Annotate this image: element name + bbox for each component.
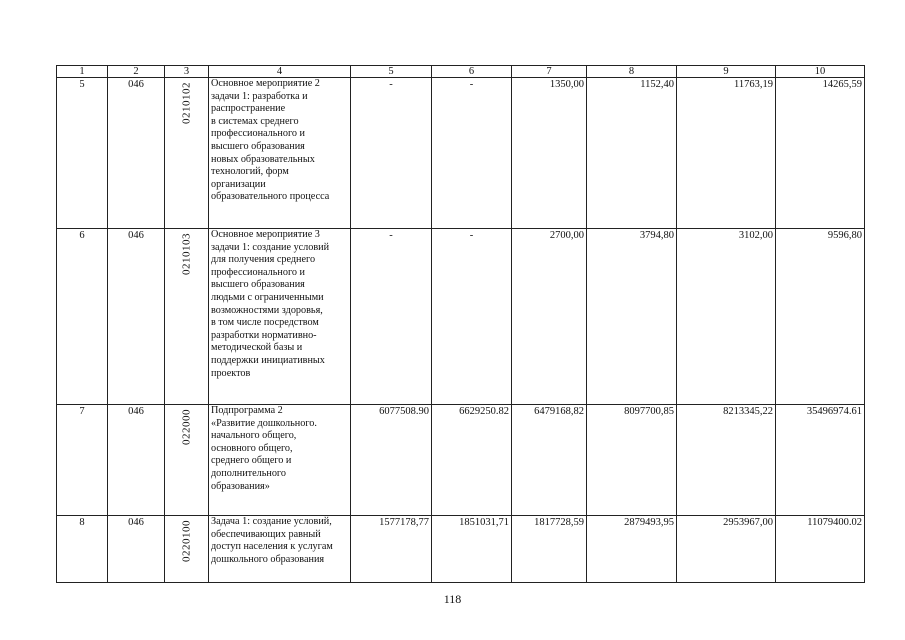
value-cell: 9596,80 [776,229,865,405]
row-number: 6 [57,229,108,405]
column-header: 10 [776,66,865,78]
name-line: в системах среднего [211,115,299,127]
name-line: технологий, форм [211,166,289,178]
value-cell: 1851031,71 [432,516,512,583]
value-cell: 2879493,95 [587,516,677,583]
name-line: образовательного процесса [211,191,330,203]
name-line: Подпрограмма 2 [211,405,283,416]
table-row [57,78,865,229]
name-line: среднего общего и [211,455,292,467]
value-cell: 6077508.90 [351,405,432,516]
name-line: образования» [211,480,270,492]
admin-code: 046 [108,405,165,516]
name-line: Задача 1: создание условий, [211,516,332,527]
admin-code: 046 [108,78,165,229]
name-line: новых образовательных [211,153,315,165]
program-code: 022000 [180,409,192,445]
page-number: 118 [443,592,462,606]
name-line: доступ населения к услугам [211,541,333,553]
program-code-cell [165,516,209,583]
admin-code: 046 [108,516,165,583]
value-cell: 1152,40 [587,78,677,229]
value-cell: 3102,00 [677,229,776,405]
value-cell: 6479168,82 [512,405,587,516]
value-cell: - [432,229,512,405]
item-name [209,516,351,583]
value-cell: 1817728,59 [512,516,587,583]
program-code: 0220100 [180,520,192,562]
row-number: 8 [57,516,108,583]
program-code: 0210103 [180,233,192,275]
column-header: 1 [57,66,108,78]
name-line: начального общего, [211,430,297,442]
table-row [57,516,865,583]
column-header: 4 [209,66,351,78]
name-line: профессионального и [211,128,305,140]
column-header: 3 [165,66,209,78]
value-cell: - [351,78,432,229]
name-line: проектов [211,367,251,379]
name-line: распространение [211,103,286,115]
name-line: Основное мероприятие 2 [211,78,320,89]
value-cell: 3794,80 [587,229,677,405]
name-line: высшего образования [211,140,305,152]
column-header: 5 [351,66,432,78]
name-line: возможностями здоровья, [211,304,323,316]
name-line: для получения среднего [211,254,316,266]
value-cell: 6629250.82 [432,405,512,516]
item-name [209,229,351,405]
name-line: Основное мероприятие 3 [211,229,320,240]
name-line: дошкольного образования [211,553,325,565]
value-cell: 2953967,00 [677,516,776,583]
table-row [57,405,865,516]
name-line: людьми с ограниченными [211,291,324,303]
column-header: 7 [512,66,587,78]
header-row [57,66,865,78]
value-cell: 2700,00 [512,229,587,405]
value-cell: 14265,59 [776,78,865,229]
value-cell: 11763,19 [677,78,776,229]
name-line: разработки нормативно- [211,329,317,341]
admin-code: 046 [108,229,165,405]
value-cell: 8213345,22 [677,405,776,516]
program-code: 0210102 [180,82,192,124]
value-cell: 8097700,85 [587,405,677,516]
name-line: задачи 1: разработка и [211,90,308,102]
column-header: 9 [677,66,776,78]
table-row [57,229,865,405]
value-cell: 1577178,77 [351,516,432,583]
name-line: «Развитие дошкольного. [211,417,317,429]
item-name [209,405,351,516]
name-line: в том числе посредством [211,317,319,329]
name-line: поддержки инициативных [211,354,325,366]
value-cell: 11079400.02 [776,516,865,583]
name-line: организации [211,178,266,190]
value-cell: 1350,00 [512,78,587,229]
column-header: 8 [587,66,677,78]
row-number: 7 [57,405,108,516]
name-line: основного общего, [211,442,293,454]
row-number: 5 [57,78,108,229]
value-cell: - [351,229,432,405]
program-code-cell [165,78,209,229]
name-line: методической базы и [211,342,303,354]
name-line: дополнительного [211,467,286,479]
name-line: профессионального и [211,266,305,278]
name-line: высшего образования [211,279,305,291]
program-code-cell [165,405,209,516]
value-cell: - [432,78,512,229]
column-header: 6 [432,66,512,78]
column-header: 2 [108,66,165,78]
budget-table [56,65,865,583]
name-line: задачи 1: создание условий [211,241,330,253]
program-code-cell [165,229,209,405]
value-cell: 35496974.61 [776,405,865,516]
name-line: обеспечивающих равный [211,528,321,540]
item-name [209,78,351,229]
